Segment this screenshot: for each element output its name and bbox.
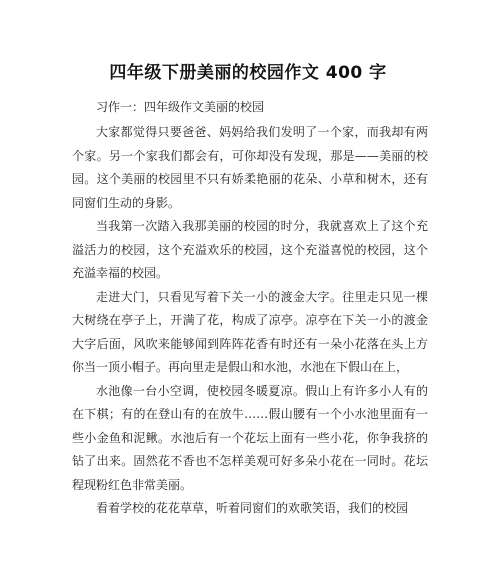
section-subheading: 习作一：四年级作文美丽的校园 xyxy=(96,100,265,114)
paragraph: 大家都觉得只要爸爸、妈妈给我们发明了一个家，而我却有两个家。另一个家我们都会有，可你却没有发现，那是——美丽的校园。这个美丽的校园里不只有娇柔艳丽的花朵、小草和树木，还有同窗们生动的身影。 xyxy=(72,125,428,210)
paragraph: 水池像一台小空调，使校园冬暖夏凉。假山上有许多小人有的在下棋；有的在登山有的在放牛……假山腰有一个小水池里面有一些小金鱼和泥鳅。水池后有一个花坛上面有一些小花，你争我挤的钻了出来。固然花不香也不怎样美观可好多朵小花在一同时。花坛程现粉红色非常美丽。 xyxy=(72,383,428,492)
body-text xyxy=(72,121,428,521)
paragraph: 看着学校的花花草草，听着同窗们的欢歌笑语，我们的校园 xyxy=(96,501,409,515)
document-title: 四年级下册美丽的校园作文 400 字 xyxy=(109,63,387,83)
paragraph: 走进大门，只看见写着下关一小的渡金大字。往里走只见一棵大树绕在亭子上，开满了花，构成了凉亭。凉亭在下关一小的渡金大字后面，风吹来能够闻到阵阵花香有时还有一朵小花落在头上方你当一顶小帽子。再向里走是假山和水池，水池在下假山在上， xyxy=(72,289,428,374)
paragraph: 当我第一次踏入我那美丽的校园的时分，我就喜欢上了这个充溢活力的校园，这个充溢欢乐的校园，这个充溢喜悦的校园，这个充溢幸福的校园。 xyxy=(72,219,428,280)
